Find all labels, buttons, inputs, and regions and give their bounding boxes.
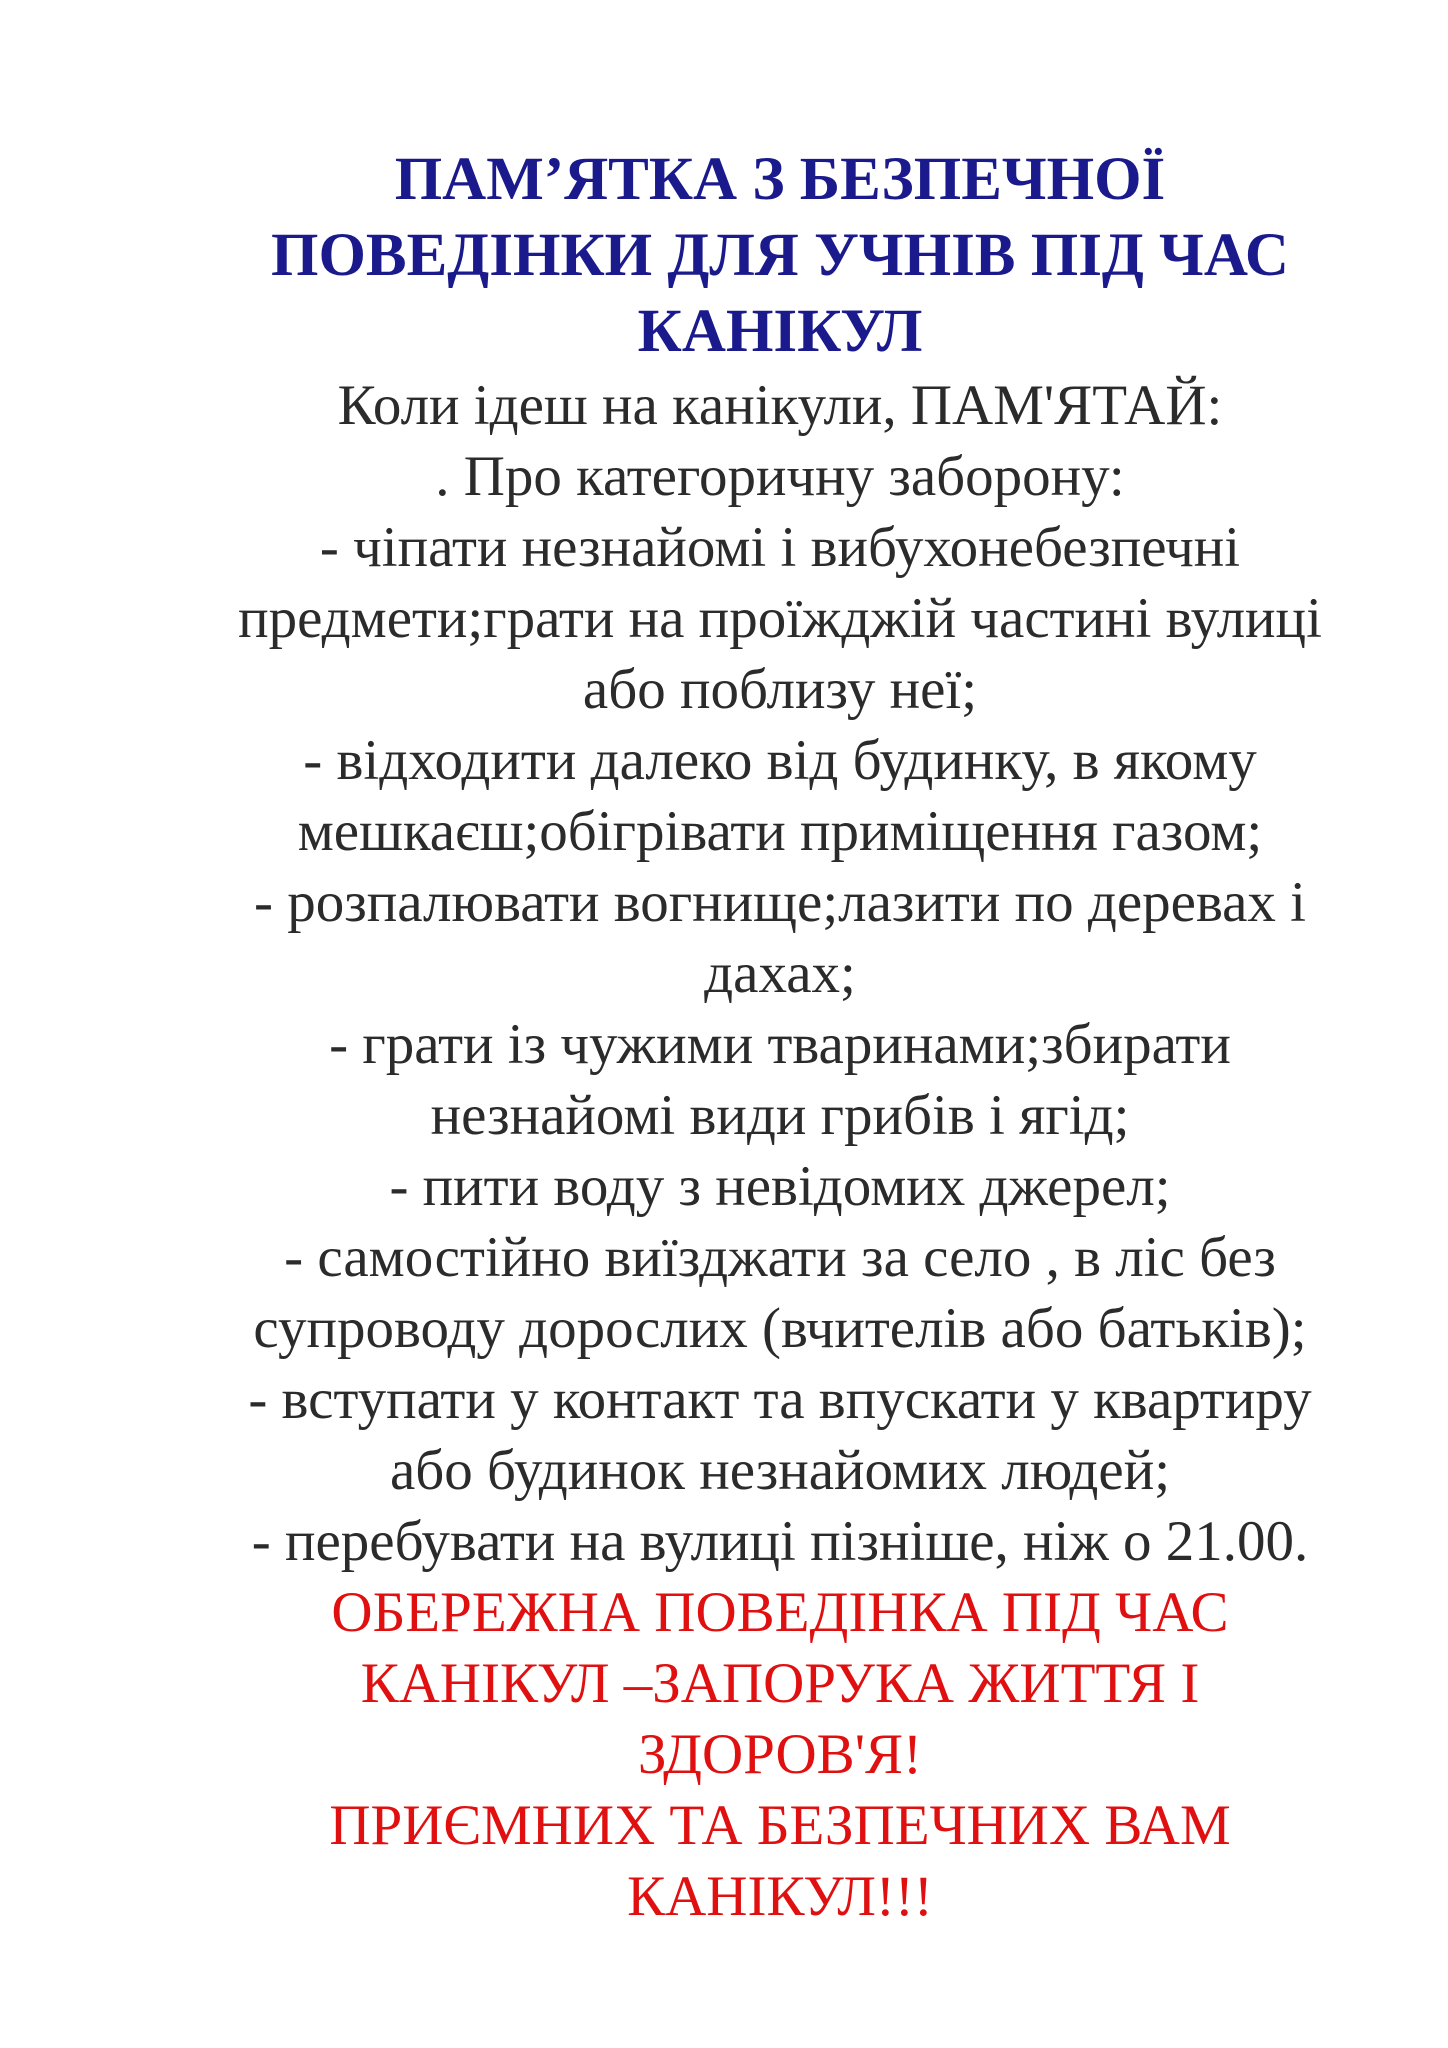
warning-line: ПРИЄМНИХ ТА БЕЗПЕЧНИХ ВАМ <box>329 1794 1231 1857</box>
memo-title <box>200 142 1360 370</box>
body-line: або поблизу неї; <box>582 658 978 721</box>
title-line: ПАМ’ЯТКА З БЕЗПЕЧНОЇ <box>394 146 1166 213</box>
memo-body <box>200 370 1360 1577</box>
body-line: предмети;грати на проїжджій частині вулиці <box>238 587 1322 650</box>
body-line: - пити воду з невідомих джерел; <box>389 1155 1171 1218</box>
title-line: КАНІКУЛ <box>637 298 923 365</box>
body-line: мешкаєш;обігрівати приміщення газом; <box>297 800 1263 863</box>
body-line: Коли ідеш на канікули, ПАМ'ЯТАЙ: <box>337 374 1223 437</box>
warning-line: ЗДОРОВ'Я! <box>638 1723 922 1786</box>
memo-content <box>200 142 1360 1932</box>
body-line: - перебувати на вулиці пізніше, ніж о 21.00. <box>251 1510 1309 1573</box>
body-line: - розпалювати вогнище;лазити по деревах і <box>254 871 1306 934</box>
body-line: - самостійно виїзджати за село , в ліс без <box>284 1226 1276 1289</box>
body-line: або будинок незнайомих людей; <box>389 1439 1171 1502</box>
body-line: - вступати у контакт та впускати у квартиру <box>248 1368 1312 1431</box>
warning-line: КАНІКУЛ!!! <box>627 1865 933 1928</box>
body-line: - відходити далеко від будинку, в якому <box>303 729 1257 792</box>
body-line: дахах; <box>704 942 856 1005</box>
body-line: супроводу дорослих (вчителів або батьків); <box>253 1297 1307 1360</box>
memo-warning <box>200 1577 1360 1932</box>
body-line: . Про категоричну заборону: <box>435 445 1125 508</box>
warning-line: КАНІКУЛ –ЗАПОРУКА ЖИТТЯ І <box>360 1652 1200 1715</box>
body-line: незнайомі види грибів і ягід; <box>430 1084 1130 1147</box>
warning-line: ОБЕРЕЖНА ПОВЕДІНКА ПІД ЧАС <box>331 1581 1229 1644</box>
body-line: - грати із чужими тваринами;збирати <box>329 1013 1231 1076</box>
body-line: - чіпати незнайомі і вибухонебезпечні <box>319 516 1241 579</box>
title-line: ПОВЕДІНКИ ДЛЯ УЧНІВ ПІД ЧАС <box>271 222 1289 289</box>
